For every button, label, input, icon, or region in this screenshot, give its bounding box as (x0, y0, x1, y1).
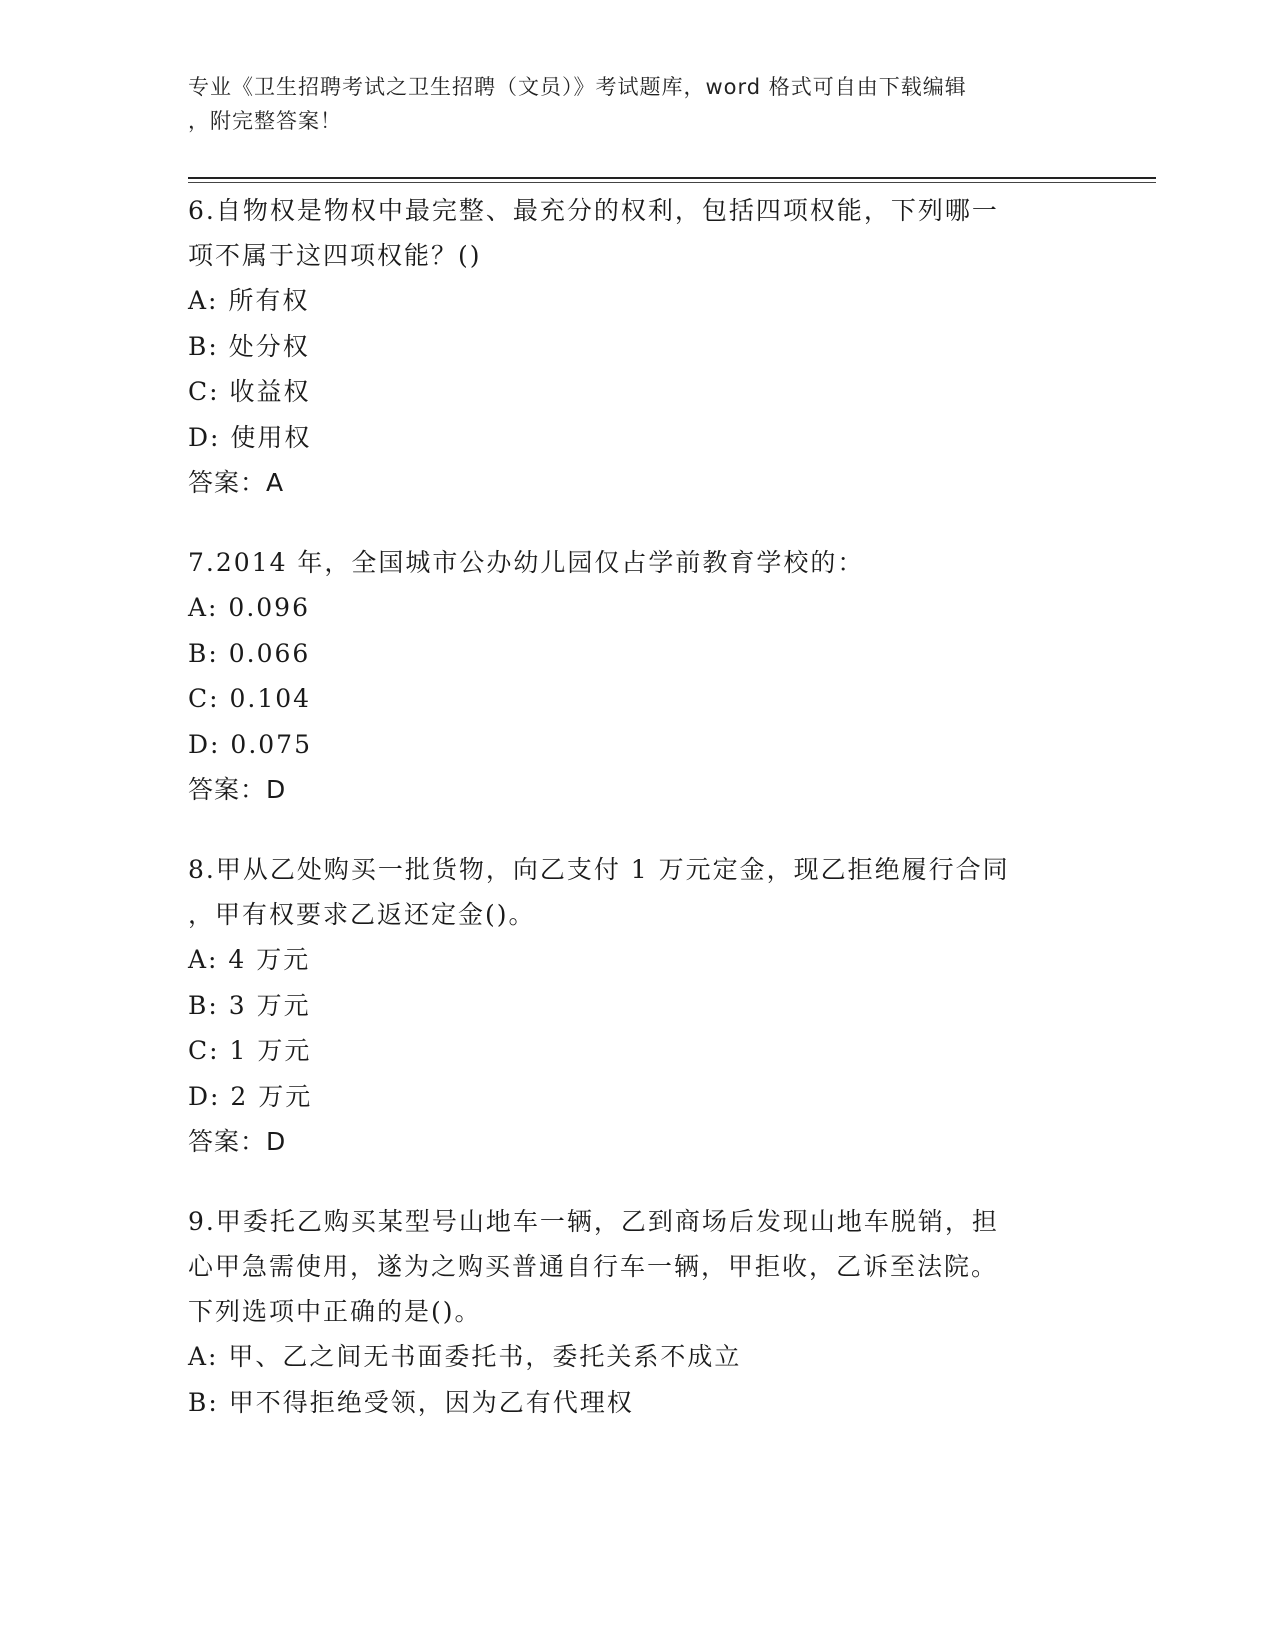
question-stem (188, 188, 1068, 278)
question-stem (188, 1199, 1068, 1334)
question-7 (188, 540, 1068, 812)
option-b: B: 3 万元 (188, 990, 311, 1020)
header-divider-thick (188, 177, 1156, 179)
stem-line: 7.2014 年，全国城市公办幼儿园仅占学前教育学校的： (188, 548, 865, 577)
stem-line: 8.甲从乙处购买一批货物，向乙支付 1 万元定金，现乙拒绝履行合同 (188, 855, 1010, 884)
answer-label: 答案：A (188, 468, 285, 497)
option-c: C: 收益权 (188, 377, 311, 406)
option-d: D: 使用权 (188, 422, 312, 452)
stem-line: 9.甲委托乙购买某型号山地车一辆，乙到商场后发现山地车脱销，担 (188, 1207, 999, 1236)
question-9 (188, 1199, 1068, 1425)
option-b: B: 甲不得拒绝受领，因为乙有代理权 (188, 1387, 634, 1417)
header-divider-thin (188, 182, 1156, 183)
stem-line: 心甲急需使用，遂为之购买普通自行车一辆，甲拒收，乙诉至法院。 (188, 1252, 999, 1281)
stem-line: 项不属于这四项权能？() (188, 241, 482, 270)
document-header (188, 70, 1068, 138)
question-stem (188, 540, 1068, 585)
option-a: A: 甲、乙之间无书面委托书，委托关系不成立 (188, 1342, 742, 1371)
question-stem (188, 847, 1068, 937)
option-b: B: 处分权 (188, 331, 310, 361)
option-d: D: 2 万元 (188, 1081, 313, 1111)
option-b: B: 0.066 (188, 638, 311, 668)
question-6 (188, 188, 1068, 505)
header-line-2: ，附完整答案！ (188, 109, 342, 133)
answer-label: 答案：D (188, 1127, 287, 1156)
stem-line: ，甲有权要求乙返还定金()。 (188, 900, 536, 929)
question-8 (188, 847, 1068, 1164)
option-a: A: 4 万元 (188, 945, 311, 974)
header-line-1: 专业《卫生招聘考试之卫生招聘（文员）》考试题库，word 格式可自由下载编辑 (188, 75, 967, 99)
stem-line: 下列选项中正确的是()。 (188, 1297, 482, 1326)
option-d: D: 0.075 (188, 729, 312, 759)
option-c: C: 0.104 (188, 684, 312, 713)
option-c: C: 1 万元 (188, 1036, 312, 1065)
answer-label: 答案：D (188, 775, 287, 804)
question-list (188, 188, 1068, 1460)
stem-line: 6.自物权是物权中最完整、最充分的权利，包括四项权能，下列哪一 (188, 196, 999, 225)
option-a: A: 0.096 (188, 593, 310, 622)
option-a: A: 所有权 (188, 286, 310, 315)
